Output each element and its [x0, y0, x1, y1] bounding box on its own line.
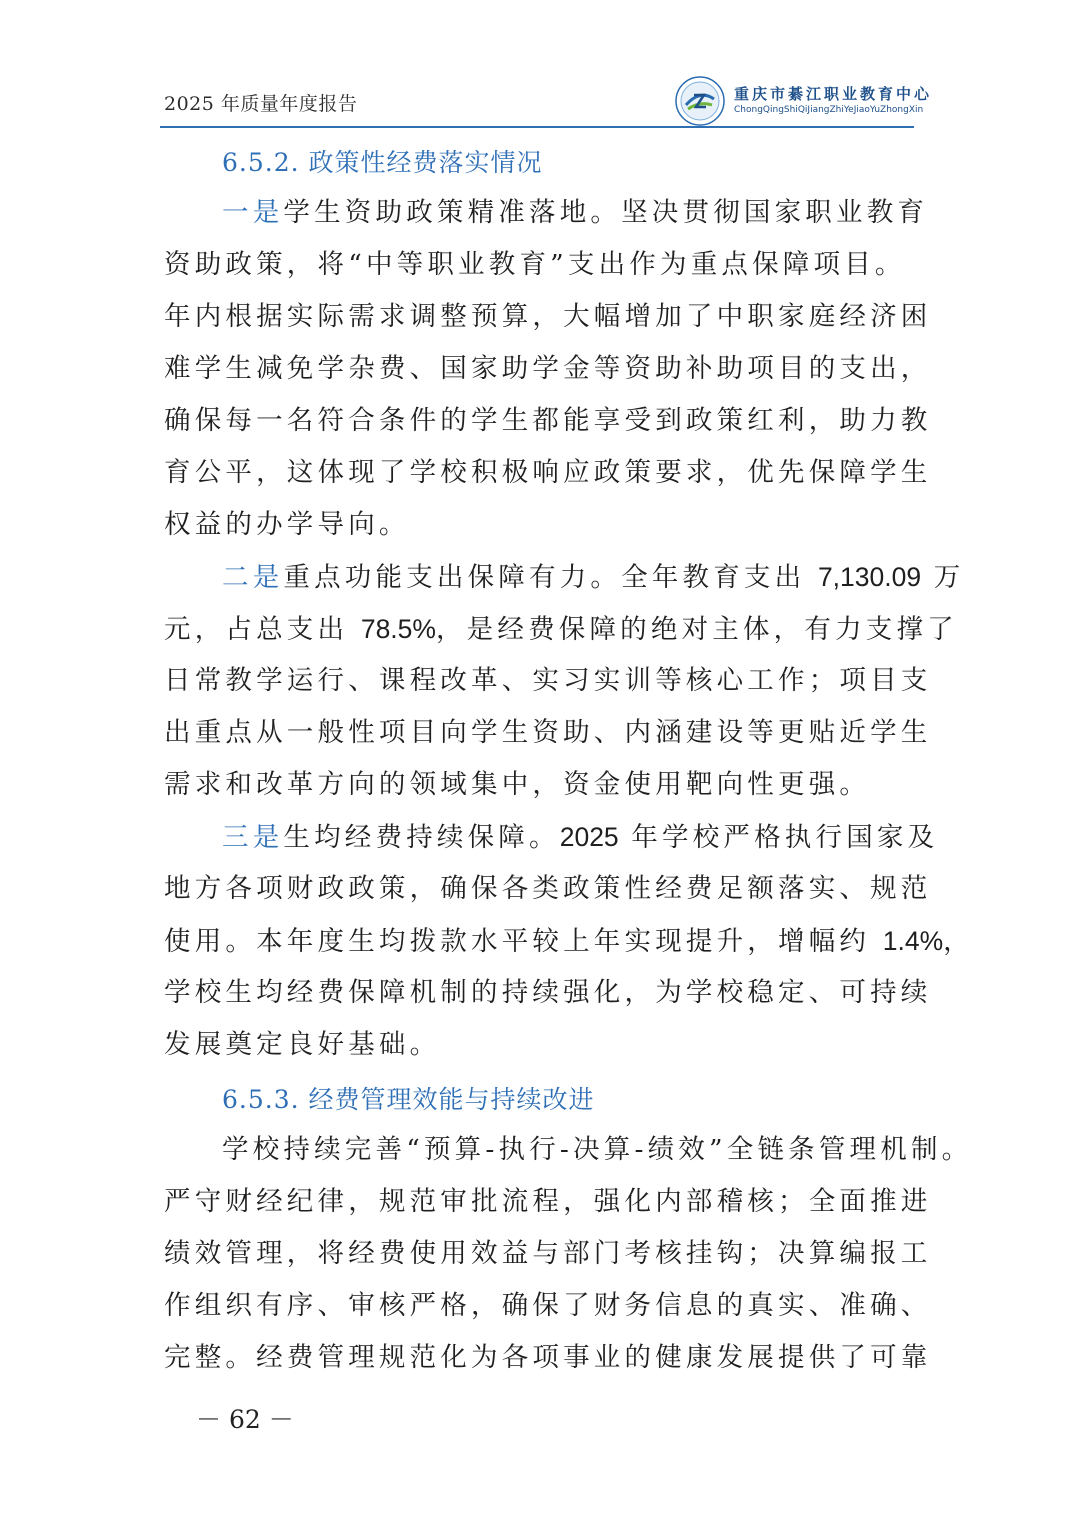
paragraph-line: 权益的办学导向。: [164, 509, 410, 540]
paragraph-line: 作组织有序、审核严格，确保了财务信息的真实、准确、: [164, 1290, 932, 1321]
logo-name-en: ChongQingShiQiJiangZhiYeJiaoYuZhongXin: [734, 105, 924, 115]
paragraph-line: 使用。本年度生均拨款水平较上年实现提升，增幅约 1.4%，: [164, 926, 974, 957]
paragraph-line: 元，占总支出 78.5%，是经费保障的绝对主体，有力支撑了: [164, 614, 958, 645]
section-heading-6-5-2: 6.5.2. 政策性经费落实情况: [222, 148, 543, 177]
lead-label: 一是: [222, 197, 284, 228]
paragraph-per-student-funding: [164, 811, 974, 1071]
paragraph-line: 学校持续完善“预算-执行-决算-绩效”全链条管理机制。: [222, 1134, 973, 1165]
paragraph-line: [164, 187, 929, 239]
year-value: 2025: [559, 822, 619, 852]
section-heading-6-5-3: 6.5.3. 经费管理效能与持续改进: [222, 1085, 595, 1114]
paragraph-line: 绩效管理，将经费使用效益与部门考核挂钩；决算编报工: [164, 1238, 932, 1269]
paragraph-line: 二是重点功能支出保障有力。全年教育支出 7,130.09 万: [222, 562, 965, 593]
paragraph-line: 完整。经费管理规范化为各项事业的健康发展提供了可靠: [164, 1342, 932, 1373]
paragraph-line: 日常教学运行、课程改革、实习实训等核心工作；项目支: [164, 665, 932, 696]
lead-label: 三是: [222, 822, 284, 853]
line-text: 学生资助政策精准落地。坚决贯彻国家职业教育: [283, 197, 929, 228]
school-logo: [674, 73, 933, 129]
paragraph-line: 难学生减免学杂费、国家助学金等资助补助项目的支出，: [164, 353, 932, 384]
paragraph-line: 育公平，这体现了学校积极响应政策要求，优先保障学生: [164, 457, 932, 488]
page-number: － 62 －: [196, 1405, 294, 1434]
school-emblem-icon: [674, 75, 726, 127]
paragraph-key-spending: [164, 551, 965, 811]
paragraph-line: 资助政策，将“中等职业教育”支出作为重点保障项目。: [164, 249, 906, 280]
report-title: 2025 年质量年度报告: [164, 93, 358, 115]
growth-rate-value: 1.4%: [882, 926, 944, 956]
paragraph-student-aid: [164, 187, 932, 551]
paragraph-line: 地方各项财政政策，确保各类政策性经费足额落实、规范: [164, 873, 932, 904]
paragraph-line: 发展奠定良好基础。: [164, 1029, 441, 1060]
lead-label: 二是: [222, 562, 284, 593]
paragraph-management: [164, 1124, 973, 1384]
header-rule: [160, 126, 914, 128]
paragraph-line: 确保每一名符合条件的学生都能享受到政策红利，助力教: [164, 405, 932, 436]
spending-share-value: 78.5%: [360, 614, 436, 644]
paragraph-line: 年内根据实际需求调整预算，大幅增加了中职家庭经济困: [164, 301, 932, 332]
paragraph-line: 学校生均经费保障机制的持续强化，为学校稳定、可持续: [164, 977, 932, 1008]
education-spending-value: 7,130.09: [817, 562, 922, 592]
logo-name-cn: 重庆市綦江职业教育中心: [734, 85, 933, 103]
paragraph-line: 三是生均经费持续保障。2025 年学校严格执行国家及: [222, 822, 939, 853]
paragraph-line: 需求和改革方向的领域集中，资金使用靶向性更强。: [164, 769, 871, 800]
paragraph-line: 严守财经纪律，规范审批流程，强化内部稽核；全面推进: [164, 1186, 932, 1217]
paragraph-line: 出重点从一般性项目向学生资助、内涵建设等更贴近学生: [164, 717, 932, 748]
